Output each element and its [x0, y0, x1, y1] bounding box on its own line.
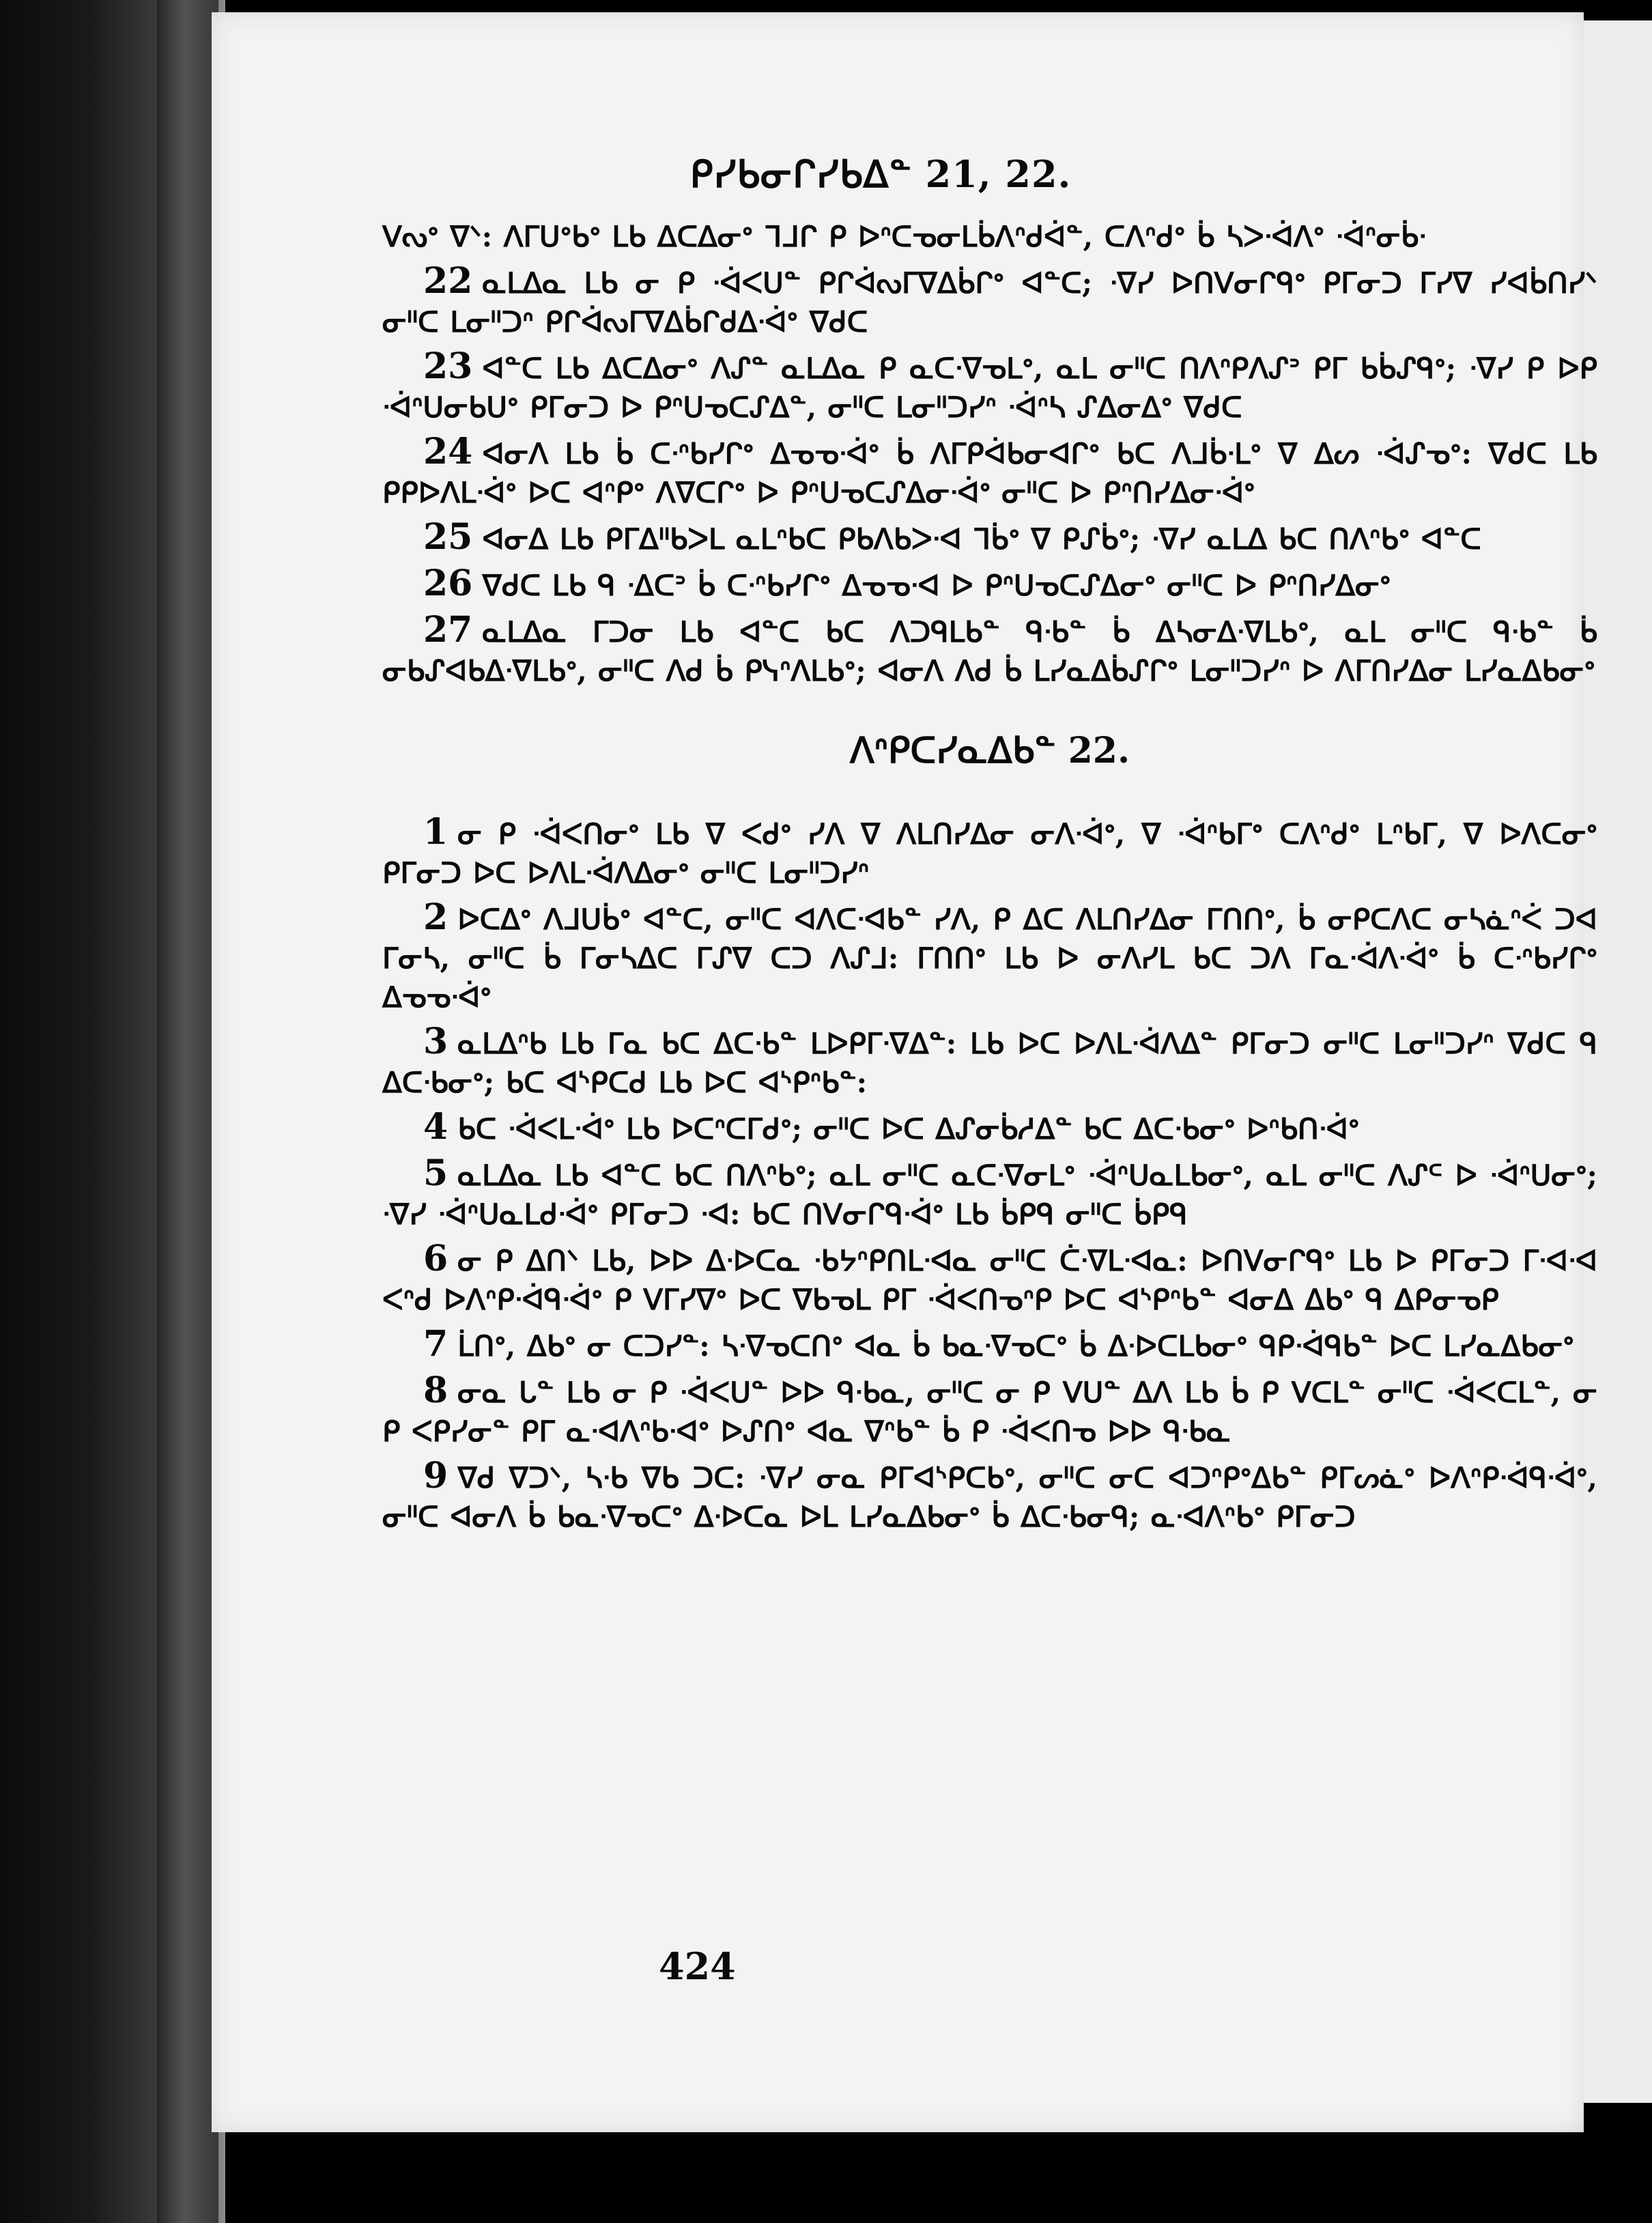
chapter-21-verses [382, 217, 1597, 690]
verse [382, 812, 1597, 892]
verse-number: 27 [423, 609, 473, 651]
verse [382, 432, 1597, 512]
verse [382, 564, 1597, 605]
verse-text: ᐁᑯ ᐁᑐᐠ, ᓴᐧᑲ ᐁᑲ ᑐᑕ: ᐧᐁᓯ ᓂᓇ ᑭᒥᐊᔅᑭᑕᑲᐤ, ᓂᐦᑕ ᓂᑕ ᐊᑐᐢᑭᐤᐃᑲᓐ ᑭᒥᔕᓈᐤ ᐅᐱᐢᑭᐧᐋᑫᐧᐋᐤ, ᓂᐦᑕ ᐊᓂᐱ ᑳ ᑲᓇᐧᐁᓀᑕᐤ ᐃᐧᐅᑕᓇ ᐅᒪ ᒪᓯᓇᐃᑲᓂᐤ ᑳ ᐃᑕᐧᑲᓂᑫ; ᓇᐧᐊᐱᐢᑲᐤ ᑭᒥᓂᑐ [382, 1461, 1597, 1533]
verse [382, 898, 1597, 1017]
verse-text: ᓇᒪᐃᓇ ᒪᑲ ᐊᓐᑕ ᑲᑕ ᑎᐱᐢᑲᐤ; ᓇᒪ ᓂᐦᑕ ᓇᑕᐧᐁᓂᒪᐤ ᐧᐋᐢᑌᓇᒪᑲᓂᐤ, ᓇᒪ ᓂᐦᑕ ᐱᔑᒼ ᐅ ᐧᐋᐢᑌᓂᐤ; ᐧᐁᓯ ᐧᐋᐢᑌᓇᒪᑯᐧᐋᐤ ᑭᒥᓂᑐ ᐧᐊ: ᑲᑕ ᑎᐯᓂᒋᑫᐧᐋᐤ ᒪᑲ ᑳᑭᑫ ᓂᐦᑕ ᑳᑭᑫ [382, 1159, 1597, 1231]
verse-number: 5 [423, 1152, 448, 1194]
verse [382, 217, 1597, 256]
book-page [212, 12, 1598, 2132]
verse-number: 4 [423, 1106, 448, 1148]
verse [382, 1456, 1597, 1536]
page-number: 424 [659, 1944, 736, 1988]
verse-number: 25 [423, 516, 473, 558]
text-block [382, 217, 1597, 1542]
running-header: ᑭᓯᑲᓂᒋᓯᑲᐃᓐ 21, 22. [689, 152, 1072, 196]
verse-number: 7 [423, 1323, 448, 1365]
verse-text: ᐁᑯᑕ ᒪᑲ ᑫ ᐧᐃᑕᐣ ᑳ ᑕᐧᐢᑲᓯᒋᐤ ᐃᓀᓀᐧᐊ ᐅ ᑭᐢᑌᓀᑕᔑᐃᓂᐤ ᓂᐦᑕ ᐅ ᑭᐢᑎᓯᐃᓂᐤ [482, 569, 1391, 602]
verse-number: 1 [423, 811, 448, 853]
verse-text: ᓂ ᑭ ᐧᐋᐸᑎᓂᐤ ᒪᑲ ᐁ ᐸᑯᐤ ᓯᐱ ᐁ ᐱᒪᑎᓯᐃᓂ ᓂᐱᐧᐋᐤ, ᐁ ᐧᐋᐢᑲᒥᐤ ᑕᐱᐢᑯᐤ ᒪᐢᑲᒥ, ᐁ ᐅᐱᑕᓂᐤ ᑭᒥᓂᑐ ᐅᑕ ᐅᐱᒪᐧᐋᐱᐃᓂᐤ ᓂᐦᑕ ᒪᓂᐦᑐᓯᐢ [382, 817, 1597, 890]
verse-text: ᑲᑕ ᐧᐋᐸᒪᐧᐋᐤ ᒪᑲ ᐅᑕᐢᑕᒥᑯᐤ; ᓂᐦᑕ ᐅᑕ ᐃᔑᓂᑳᓱᐃᓐ ᑲᑕ ᐃᑕᐧᑲᓂᐤ ᐅᐢᑲᑎᐧᐋᐤ [457, 1112, 1360, 1146]
verse [382, 1325, 1597, 1365]
verse-text: ᓇᒪᐃᓇ ᒥᑐᓂ ᒪᑲ ᐊᓐᑕ ᑲᑕ ᐱᑐᑫᒪᑲᓐ ᑫᐧᑲᓐ ᑳ ᐃᓴᓂᐃᐧᐁᒪᑲᐤ, ᓇᒪ ᓂᐦᑕ ᑫᐧᑲᓐ ᑳ ᓂᑲᔑᐊᑲᐃᐧᐁᒪᑲᐤ, ᓂᐦᑕ ᐱᑯ ᑳ ᑭᓭᐢᐱᒪᑲᐤ; ᐊᓂᐱ ᐱᑯ ᑳ ᒪᓯᓇᐃᑳᔑᒋᐤ ᒪᓂᐦᑐᓯᐢ ᐅ ᐱᒥᑎᓯᐃᓂ ᒪᓯᓇᐃᑲᓂᐤ [382, 615, 1597, 688]
verse-number: 2 [423, 896, 448, 938]
verse [382, 610, 1597, 690]
chapter-title: ᐱᐢᑭᑕᓯᓇᐃᑲᓐ 22. [849, 730, 1130, 771]
verse [382, 261, 1597, 341]
verse-number: 24 [423, 431, 473, 472]
verse-number: 8 [423, 1370, 448, 1411]
verse-number: 9 [423, 1455, 448, 1497]
verse-text: ᐊᓐᑕ ᒪᑲ ᐃᑕᐃᓂᐤ ᐱᔑᓐ ᓇᒪᐃᓇ ᑭ ᓇᑕᐧᐁᓀᒪᐤ, ᓇᒪ ᓂᐦᑕ ᑎᐱᐢᑭᐱᔑᐣ ᑭᒥ ᑲᑳᔑᑫᐤ; ᐧᐁᓯ ᑭ ᐅᑭ ᐧᐋᐢᑌᓂᑲᑌᐤ ᑭᒥᓂᑐ ᐅ ᑭᐢᑌᓀᑕᔑᐃᓐ, ᓂᐦᑕ ᒪᓂᐦᑐᓯᐢ ᐧᐋᐢᓴ ᔑᐃᓂᐃᐤ ᐁᑯᑕ [382, 352, 1597, 424]
verse-number: 6 [423, 1238, 448, 1279]
verse-text: ᓇᒪᐃᐢᑲ ᒪᑲ ᒥᓇ ᑲᑕ ᐃᑕᐧᑲᓐ ᒪᐅᑭᒥᐧᐁᐃᓐ: ᒪᑲ ᐅᑕ ᐅᐱᒪᐧᐋᐱᐃᓐ ᑭᒥᓂᑐ ᓂᐦᑕ ᒪᓂᐦᑐᓯᐢ ᐁᑯᑕ ᑫ ᐃᑕᐧᑲᓂᐤ; ᑲᑕ ᐊᔅᑭᑕᑯ ᒪᑲ ᐅᑕ ᐊᔅᑭᐢᑲᓐ: [382, 1027, 1597, 1099]
verse [382, 1239, 1597, 1319]
verse-number: 23 [423, 345, 473, 387]
verse [382, 518, 1597, 558]
verse [382, 347, 1597, 427]
verse-text: ᒫᑎᐤ, ᐃᑲᐤ ᓂ ᑕᑐᓯᓐ: ᓴᐧᐁᓀᑕᑎᐤ ᐊᓇ ᑳ ᑲᓇᐧᐁᓀᑕᐤ ᑳ ᐃᐧᐅᑕᒪᑲᓂᐤ ᑫᑭᐧᐋᑫᑲᓐ ᐅᑕ ᒪᓯᓇᐃᑲᓂᐤ [457, 1329, 1574, 1363]
verse [382, 1371, 1597, 1451]
verse-text: ᓇᒪᐃᓇ ᒪᑲ ᓂ ᑭ ᐧᐋᐸᑌᓐ ᑭᒋᐋᔓᒥᐁᐃᑳᒋᐤ ᐊᓐᑕ; ᐧᐁᓯ ᐅᑎᐯᓂᒋᑫᐤ ᑭᒥᓂᑐ ᒥᓯᐁ ᓯᐊᑳᑎᓯᐠ ᓂᐦᑕ ᒪᓂᐦᑐᐢ ᑭᒋᐋᔓᒥᐁᐃᑳᒋᑯᐃᐧᐋᐤ ᐁᑯᑕ [382, 266, 1598, 339]
verse-number: 22 [423, 260, 473, 302]
chapter-22-verses [382, 812, 1597, 1536]
verse-text: ᐊᓂᐃ ᒪᑲ ᑭᒥᐃᐦᑲᐳᒪ ᓇᒪᐢᑲᑕ ᑭᑲᐱᑲᐳᐧᐊ ᒣᑳᐤ ᐁ ᑭᔑᑳᐤ; ᐧᐁᓯ ᓇᒪᐃ ᑲᑕ ᑎᐱᐢᑲᐤ ᐊᓐᑕ [482, 522, 1481, 556]
book-binding [157, 0, 218, 2223]
verse-number: 26 [423, 563, 473, 604]
verse-text: ᐯᔓᐤ ᐁᐠ: ᐱᒥᑌᐤᑲᐤ ᒪᑲ ᐃᑕᐃᓂᐤ ᒣᒧᒋ ᑭ ᐅᐢᑕᓀᓂᒪᑳᐱᐢᑯᐋᓐ, ᑕᐱᐢᑯᐤ ᑳ ᓴᐳᐧᐋᐱᐤ ᐧᐋᐢᓂᑳᐧ [382, 220, 1426, 253]
verse-text: ᓂ ᑭ ᐃᑎᐠ ᒪᑲ, ᐅᐅ ᐃᐧᐅᑕᓇ ᐧᑲᔭᐢᑭᑎᒪᐧᐊᓇ ᓂᐦᑕ ᑖᐧᐁᒪᐧᐊᓇ: ᐅᑎᐯᓂᒋᑫᐤ ᒪᑲ ᐅ ᑭᒥᓂᑐ ᒥᐧᐊᐧᐊ ᐸᐢᑯ ᐅᐱᐢᑭᐧᐋᑫᐧᐋᐤ ᑭ ᐯᒥᓯᐁᐤ ᐅᑕ ᐁᑲᓀᒪ ᑭᒥ ᐧᐋᐸᑎᓀᐢᑭ ᐅᑕ ᐊᔅᑭᐢᑲᓐ ᐊᓂᐃ ᐃᑲᐤ ᑫ ᐃᑭᓂᓀᑭ [382, 1244, 1597, 1316]
verse-text: ᐅᑕᐃᐤ ᐱᒧᑌᑳᐤ ᐊᓐᑕ, ᓂᐦᑕ ᐊᐱᑕᐧᐊᑲᓐ ᓯᐱ, ᑭ ᐃᑕ ᐱᒪᑎᓯᐃᓂ ᒥᑎᑎᐤ, ᑳ ᓂᑭᑕᐱᑕ ᓂᓴᓈᐢᐹ ᑐᐊ ᒥᓂᓴ, ᓂᐦᑕ ᑳ ᒥᓂᓴᐃᑕ ᒥᔑᐁ ᑕᑐ ᐱᔑᒧ: ᒥᑎᑎᐤ ᒪᑲ ᐅ ᓂᐱᓯᒪ ᑲᑕ ᑐᐱ ᒥᓇᐧᐋᐱᐧᐋᐤ ᑳ ᑕᐧᐢᑲᓯᒋᐤ ᐃᓀᓀᐧᐋᐤ [382, 903, 1597, 1014]
verse [382, 1154, 1597, 1234]
verse-text: ᓂᓇ ᒐᓐ ᒪᑲ ᓂ ᑭ ᐧᐋᐸᑌᓐ ᐅᐅ ᑫᐧᑲᓇ, ᓂᐦᑕ ᓂ ᑭ ᐯᑌᓐ ᐃᐱ ᒪᑲ ᑳ ᑭ ᐯᑕᒪᓐ ᓂᐦᑕ ᐧᐋᐸᑕᒪᓐ, ᓂ ᑭ ᐸᑭᓯᓂᓐ ᑭᒥ ᓇᐧᐊᐱᐢᑲᐧᐊᐤ ᐅᔑᑎᐤ ᐊᓇ ᐁᐢᑲᓐ ᑳ ᑭ ᐧᐋᐸᑎᓀ ᐅᐅ ᑫᐧᑲᓇ [382, 1376, 1597, 1448]
verse [382, 1107, 1597, 1148]
verse [382, 1022, 1597, 1102]
verse-text: ᐊᓂᐱ ᒪᑲ ᑳ ᑕᐧᐢᑲᓯᒋᐤ ᐃᓀᓀᐧᐋᐤ ᑳ ᐱᒥᑭᐋᑲᓂᐊᒋᐤ ᑲᑕ ᐱᒧᑳᐧᒪᐤ ᐁ ᐃᔕ ᐧᐋᔑᓀᐤ: ᐁᑯᑕ ᒪᑲ ᑭᑭᐅᐱᒪᐧᐋᐤ ᐅᑕ ᐊᐢᑭᐤ ᐱᐁᑕᒋᐤ ᐅ ᑭᐢᑌᓀᑕᔑᐃᓂᐧᐋᐤ ᓂᐦᑕ ᐅ ᑭᐢᑎᓯᐃᓂᐧᐋᐤ [382, 437, 1597, 509]
verse-number: 3 [423, 1021, 448, 1062]
